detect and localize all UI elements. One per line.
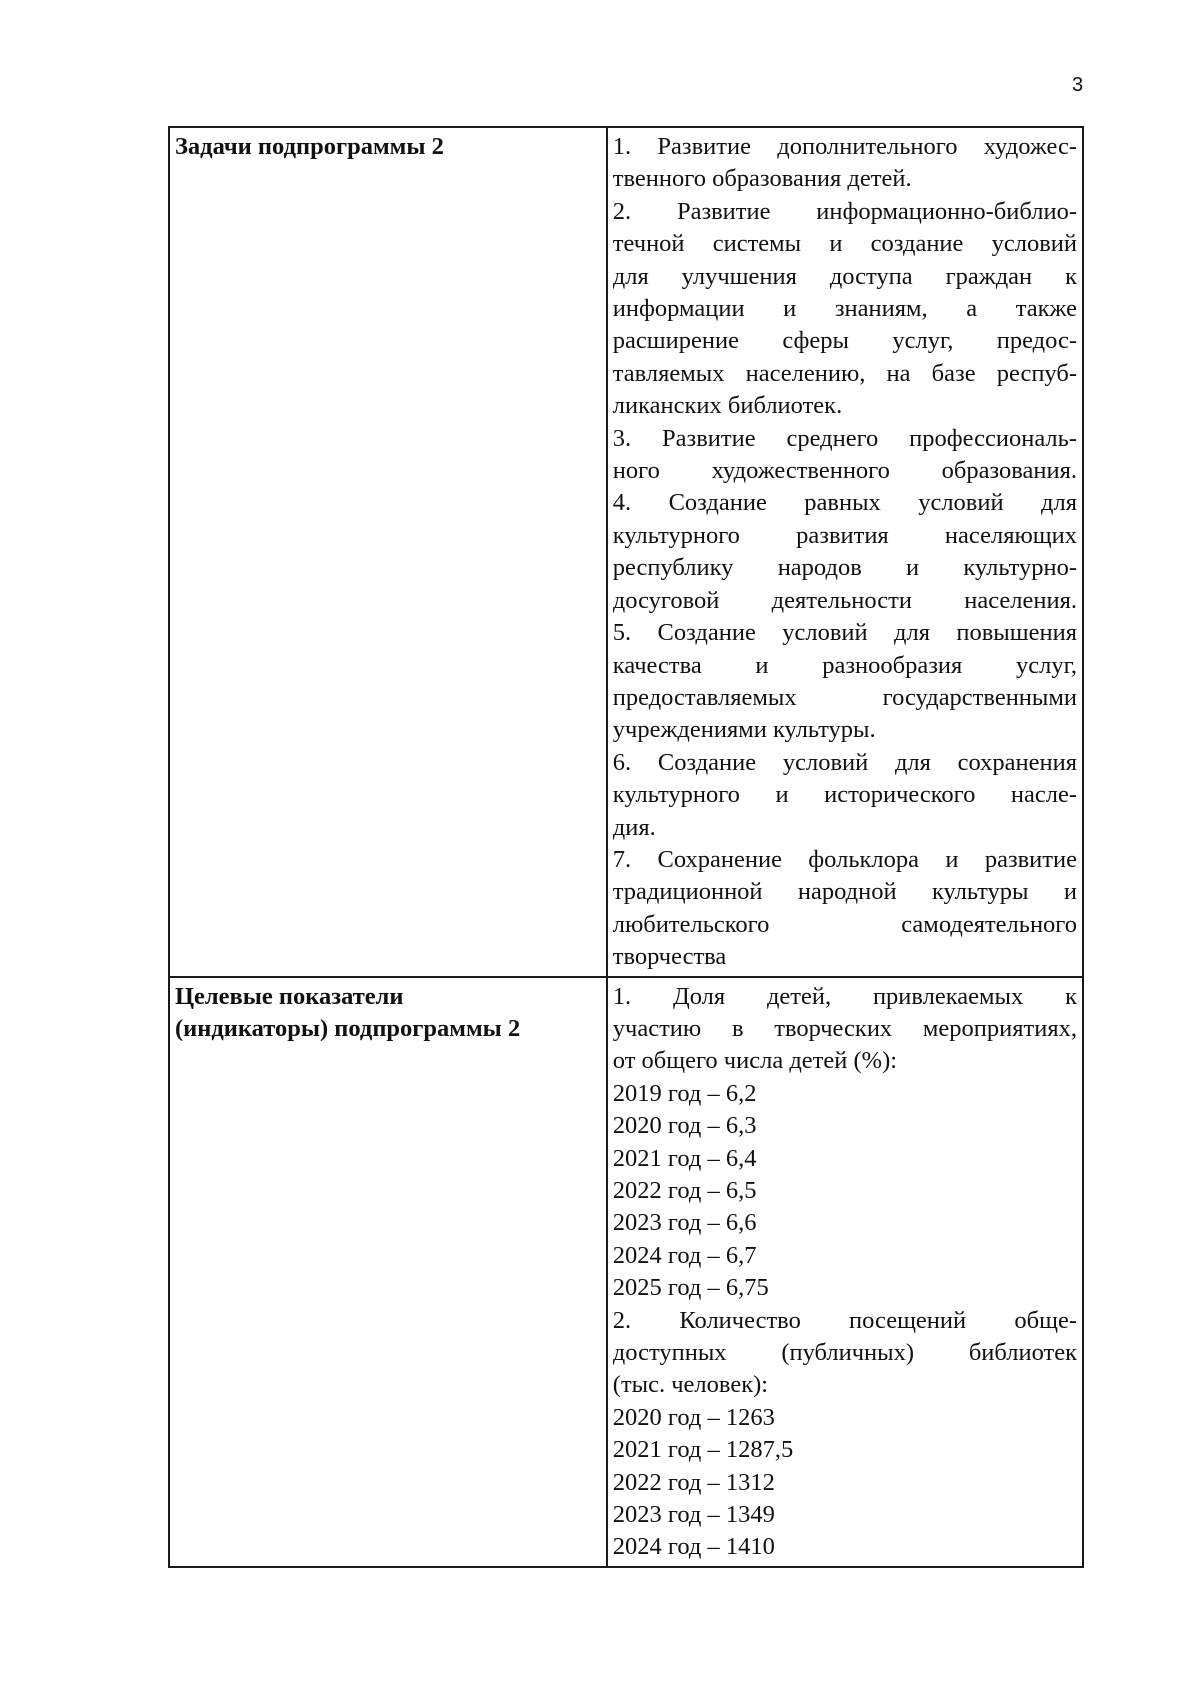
row-value-line: 2024 год – 6,7 xyxy=(612,1241,757,1269)
row-value-line: культурного развития населяющих xyxy=(612,521,1077,549)
row-value-line: от общего числа детей (%): xyxy=(612,1047,898,1075)
row-value-line: 2023 год – 1349 xyxy=(612,1501,775,1529)
table-body xyxy=(169,127,1083,1567)
row-value-line: учреждениями культуры. xyxy=(612,716,876,744)
row-value-line: досуговой деятельности населения. xyxy=(612,586,1077,614)
row-value-line: ного художественного образования. xyxy=(612,457,1077,485)
row-value-line: 1. Развитие дополнительного художес- xyxy=(612,133,1077,160)
row-value-line: 6. Создание условий для сохранения xyxy=(612,748,1077,776)
row-value-cell xyxy=(607,977,1083,1567)
row-label-line: (индикаторы) подпрограммы 2 xyxy=(175,1014,521,1042)
row-value-line: 3. Развитие среднего профессиональ- xyxy=(612,424,1077,452)
row-value-line: 2020 год – 1263 xyxy=(612,1403,775,1431)
row-value-line: тавляемых населению, на базе респуб- xyxy=(612,359,1077,387)
row-value-line: 1. Доля детей, привлекаемых к xyxy=(612,982,1077,1010)
row-value-line: 2025 год – 6,75 xyxy=(612,1274,769,1302)
row-value-line: предоставляемых государственными xyxy=(612,683,1077,711)
row-value-line: течной системы и создание условий xyxy=(612,230,1077,258)
row-label-cell xyxy=(169,977,607,1567)
row-value-line: расширение сферы услуг, предос- xyxy=(612,327,1077,355)
table-row xyxy=(169,977,1083,1567)
row-value-line: 5. Создание условий для повышения xyxy=(612,619,1077,647)
row-label-cell xyxy=(169,127,607,977)
row-value-line: 2019 год – 6,2 xyxy=(612,1079,757,1107)
row-label-line: Целевые показатели xyxy=(175,982,404,1010)
row-value-line: 2021 год – 1287,5 xyxy=(612,1436,794,1464)
row-value-line: 2. Развитие информационно-библио- xyxy=(612,197,1077,225)
row-value-cell xyxy=(607,127,1083,977)
row-value-line: 2022 год – 1312 xyxy=(612,1468,775,1496)
row-value-line: республику народов и культурно- xyxy=(612,554,1077,582)
row-value-line: культурного и исторического насле- xyxy=(612,781,1077,809)
row-value-line: информации и знаниям, а также xyxy=(612,295,1077,323)
row-label-line: Задачи подпрограммы 2 xyxy=(175,133,444,160)
row-value-line: 2021 год – 6,4 xyxy=(612,1144,757,1172)
row-value-line: 2024 год – 1410 xyxy=(612,1533,775,1561)
row-value-line: 2020 год – 6,3 xyxy=(612,1112,757,1140)
row-value-line: традиционной народной культуры и xyxy=(612,878,1077,906)
page-number: 3 xyxy=(1072,74,1084,96)
row-value-line: доступных (публичных) библиотек xyxy=(612,1339,1077,1367)
row-value-line: дия. xyxy=(612,813,656,841)
row-value-line: 4. Создание равных условий для xyxy=(612,489,1077,517)
row-value-line: для улучшения доступа граждан к xyxy=(612,262,1077,290)
row-value-line: 7. Сохранение фольклора и развитие xyxy=(612,845,1077,873)
row-value-line: 2022 год – 6,5 xyxy=(612,1177,757,1204)
row-value-line: качества и разнообразия услуг, xyxy=(612,651,1077,679)
row-value-line: участию в творческих мероприятиях, xyxy=(612,1014,1077,1042)
row-value-line: твенного образования детей. xyxy=(612,165,912,193)
row-value-line: творчества xyxy=(612,943,727,971)
row-value-line: ликанских библиотек. xyxy=(612,392,843,420)
table-row xyxy=(169,127,1083,977)
subprogram-passport-table xyxy=(168,126,1084,1568)
row-value-line: 2023 год – 6,6 xyxy=(612,1209,757,1237)
row-value-line: (тыс. человек): xyxy=(612,1371,769,1399)
row-value-line: любительского самодеятельного xyxy=(612,910,1077,938)
row-value-line: 2. Количество посещений обще- xyxy=(612,1306,1077,1334)
